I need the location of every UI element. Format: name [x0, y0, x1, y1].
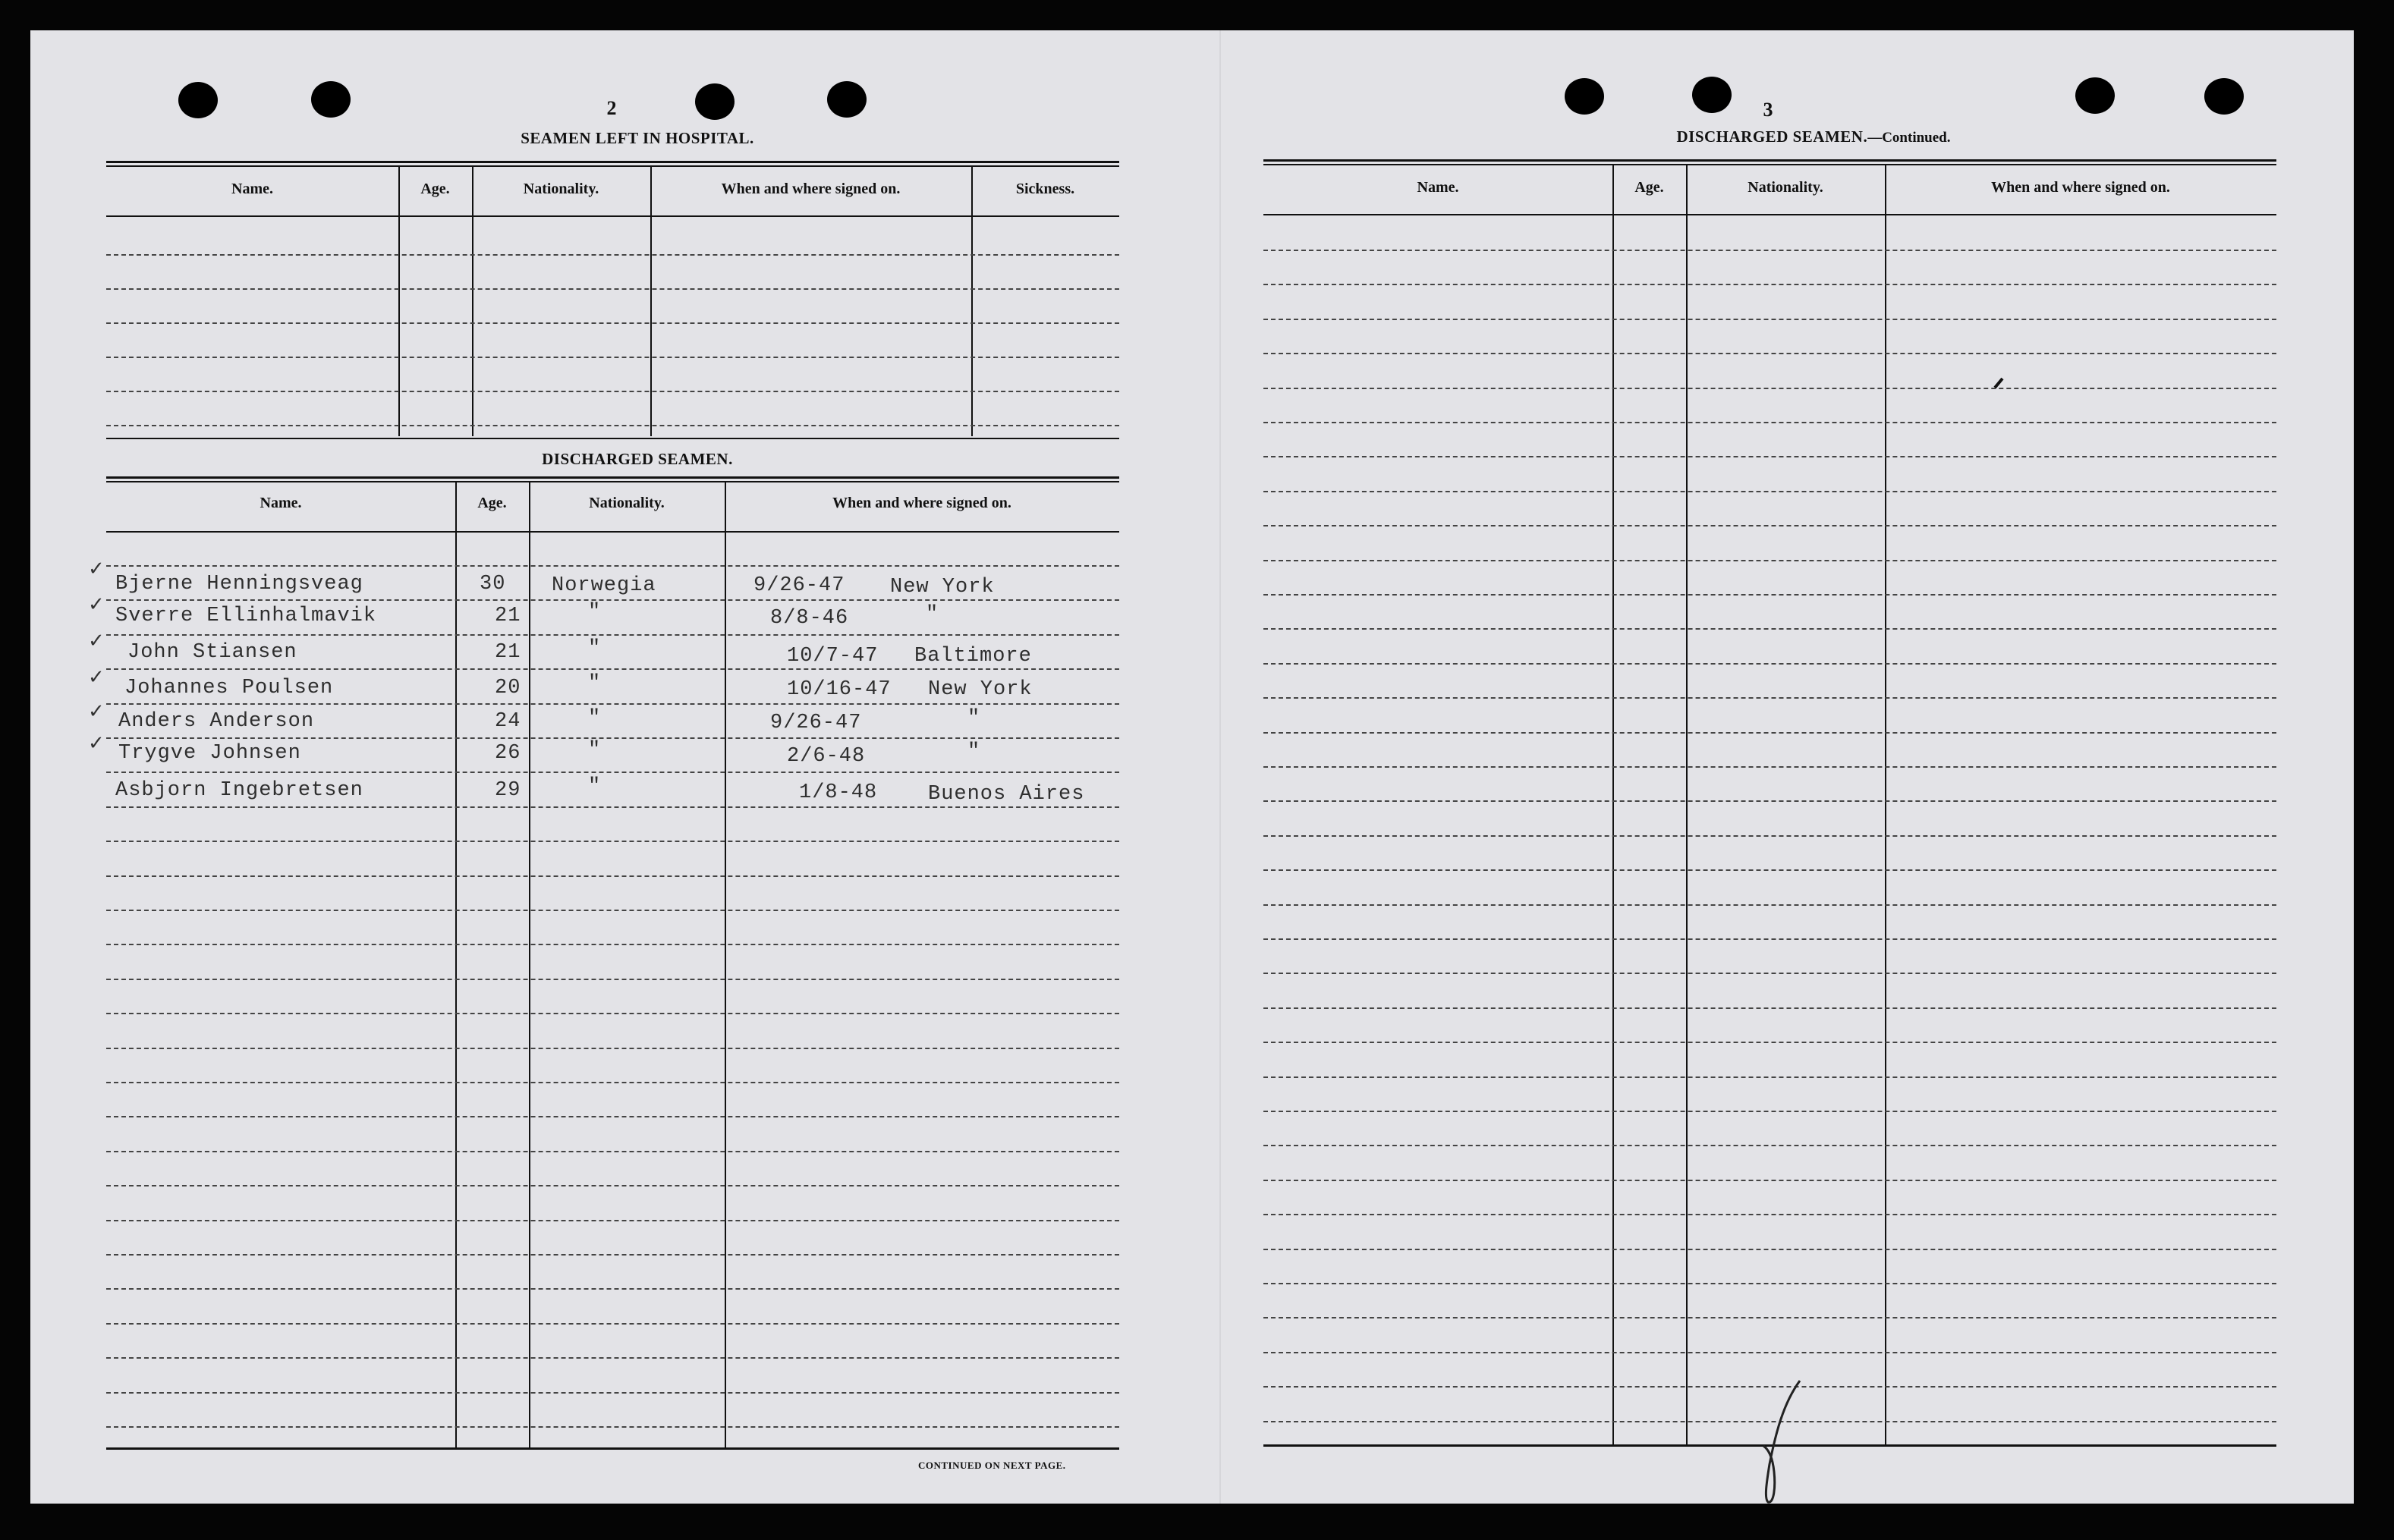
check-mark: ✓: [88, 630, 105, 652]
table-row: [106, 1185, 1119, 1186]
table-row: [106, 1254, 1119, 1256]
signed-on-place: ": [967, 740, 981, 763]
discharged-section-title: DISCHARGED SEAMEN.: [542, 450, 733, 468]
table-top-rule: [106, 481, 1119, 482]
signed-on-place: New York: [890, 576, 995, 599]
punch-hole: [311, 81, 351, 118]
table-row: [1263, 1042, 2276, 1043]
continued-suffix: —Continued.: [1867, 130, 1951, 146]
column-divider: [650, 167, 652, 436]
table-row: [106, 425, 1119, 426]
punch-hole: [2075, 77, 2115, 114]
check-mark: ✓: [88, 666, 105, 689]
page-number-right: 3: [1763, 99, 1773, 121]
seaman-nationality: ": [588, 672, 602, 695]
continued-footer: CONTINUED ON NEXT PAGE.: [918, 1460, 1066, 1471]
seaman-age: 24: [495, 710, 521, 733]
check-mark: ✓: [88, 558, 105, 580]
column-divider: [1885, 165, 1886, 1444]
table-row: [1263, 1214, 2276, 1215]
seaman-age: 21: [495, 641, 521, 664]
column-header-age: Age.: [477, 495, 507, 511]
signed-on-date: 2/6-48: [787, 745, 866, 768]
table-row: [1263, 1076, 2276, 1078]
seaman-age: 29: [495, 779, 521, 802]
column-header-name: Name.: [1417, 179, 1459, 196]
table-row: [106, 254, 1119, 256]
table-row: [1263, 284, 2276, 285]
signed-on-place: Baltimore: [914, 645, 1032, 668]
table-row: [106, 1426, 1119, 1428]
signed-on-place: Buenos Aires: [928, 783, 1085, 806]
table-row: [106, 772, 1119, 773]
seaman-nationality: ": [588, 637, 602, 660]
table-row: [1263, 1283, 2276, 1284]
seaman-name: Johannes Poulsen: [124, 677, 334, 699]
table-row: [1263, 800, 2276, 802]
seaman-nationality: ": [588, 601, 602, 624]
table-row: [106, 875, 1119, 877]
table-row: [1263, 732, 2276, 734]
table-row: [106, 634, 1119, 636]
table-row: [1263, 973, 2276, 974]
table-top-rule: [1263, 159, 2276, 162]
hospital-section-title: SEAMEN LEFT IN HOSPITAL.: [521, 129, 754, 147]
table-row: [1263, 835, 2276, 837]
column-divider: [472, 167, 473, 436]
table-row: [106, 565, 1119, 567]
signed-on-date: 10/16-47: [787, 678, 892, 701]
seaman-name: Bjerne Henningsveag: [115, 573, 363, 596]
table-row: [106, 322, 1119, 324]
table-row: [1263, 353, 2276, 354]
seaman-nationality: Norwegia: [552, 574, 656, 597]
discharged-title-text: DISCHARGED SEAMEN.: [1676, 127, 1868, 146]
table-row: [1263, 1317, 2276, 1318]
column-header-signed-on: When and where signed on.: [1991, 179, 2170, 196]
signed-on-date: 8/8-46: [770, 607, 849, 630]
table-row: [106, 944, 1119, 945]
table-row: [106, 668, 1119, 670]
column-header-nationality: Nationality.: [1748, 179, 1823, 196]
punch-hole: [1565, 78, 1604, 115]
table-bottom-rule: [106, 1447, 1119, 1450]
column-divider: [725, 482, 726, 1447]
table-row: [1263, 422, 2276, 423]
table-row: [1263, 663, 2276, 665]
column-header-name: Name.: [260, 495, 302, 511]
table-row: [1263, 594, 2276, 596]
page-fold: [1219, 30, 1221, 1504]
table-row: [106, 599, 1119, 601]
table-row: [106, 1151, 1119, 1152]
table-row: [106, 391, 1119, 392]
header-bottom-rule: [106, 215, 1119, 217]
table-row: [106, 910, 1119, 911]
table-bottom-rule: [106, 438, 1119, 439]
column-header-nationality: Nationality.: [523, 181, 599, 197]
column-header-signed-on: When and where signed on.: [832, 495, 1011, 511]
column-divider: [398, 167, 400, 436]
seaman-name: Sverre Ellinhalmavik: [115, 605, 377, 627]
table-row: [1263, 938, 2276, 940]
signed-on-date: 1/8-48: [799, 781, 878, 804]
table-row: [1263, 456, 2276, 457]
table-row: [106, 703, 1119, 705]
table-row: [106, 841, 1119, 842]
table-row: [1263, 1180, 2276, 1181]
discharged-continued-title: [1540, 127, 2087, 146]
column-divider: [971, 167, 973, 436]
table-row: [1263, 1249, 2276, 1250]
table-row: [1263, 250, 2276, 251]
ink-speck: [1992, 376, 2007, 391]
table-row: [1263, 766, 2276, 768]
table-row: [106, 1116, 1119, 1117]
column-divider: [1612, 165, 1614, 1444]
seaman-age: 20: [495, 677, 521, 699]
table-row: [1263, 491, 2276, 492]
punch-hole: [827, 81, 867, 118]
table-row: [1263, 1145, 2276, 1146]
table-row: [106, 1048, 1119, 1049]
table-row: [1263, 560, 2276, 561]
table-top-rule: [106, 165, 1119, 167]
table-row: [1263, 697, 2276, 699]
table-row: [106, 357, 1119, 358]
seaman-name: Asbjorn Ingebretsen: [115, 779, 363, 802]
column-header-age: Age.: [420, 181, 450, 197]
seaman-name: John Stiansen: [127, 641, 297, 664]
signed-on-place: New York: [928, 678, 1033, 701]
table-row: [106, 288, 1119, 290]
table-row: [1263, 904, 2276, 906]
signed-on-date: 9/26-47: [770, 712, 862, 734]
table-row: [1263, 1007, 2276, 1009]
seaman-nationality: ": [588, 739, 602, 762]
table-row: [1263, 525, 2276, 526]
check-mark: ✓: [88, 732, 105, 755]
seaman-name: Anders Anderson: [118, 710, 315, 733]
seaman-age: 26: [495, 742, 521, 765]
table-row: [1263, 1352, 2276, 1353]
table-row: [106, 806, 1119, 808]
column-divider: [455, 482, 457, 1447]
header-bottom-rule: [1263, 214, 2276, 215]
table-row: [1263, 388, 2276, 389]
table-row: [106, 1288, 1119, 1290]
table-row: [106, 737, 1119, 739]
column-header-nationality: Nationality.: [589, 495, 665, 511]
header-bottom-rule: [106, 531, 1119, 533]
check-mark: ✓: [88, 593, 105, 616]
table-top-rule: [106, 161, 1119, 163]
table-row: [106, 1392, 1119, 1394]
seaman-nationality: ": [588, 775, 602, 798]
signed-on-date: 9/26-47: [753, 574, 845, 597]
column-header-age: Age.: [1634, 179, 1664, 196]
signed-on-date: 10/7-47: [787, 645, 879, 668]
handwritten-mark: [1753, 1373, 1814, 1510]
table-row: [106, 1220, 1119, 1221]
seaman-age: 30: [480, 573, 506, 596]
document-sheet: [30, 30, 2354, 1504]
column-header-name: Name.: [231, 181, 273, 197]
punch-hole: [178, 82, 218, 118]
seaman-age: 21: [495, 605, 521, 627]
table-row: [106, 1357, 1119, 1359]
seaman-nationality: ": [588, 707, 602, 730]
table-row: [106, 979, 1119, 980]
punch-hole: [2204, 78, 2244, 115]
table-top-rule: [106, 476, 1119, 479]
seaman-name: Trygve Johnsen: [118, 742, 301, 765]
punch-hole: [695, 83, 735, 120]
page-number-left: 2: [606, 97, 617, 119]
table-top-rule: [1263, 164, 2276, 165]
check-mark: ✓: [88, 700, 105, 723]
table-row: [1263, 1111, 2276, 1112]
table-row: [106, 1082, 1119, 1083]
table-row: [1263, 319, 2276, 320]
signed-on-place: ": [926, 603, 939, 626]
punch-hole: [1692, 77, 1732, 113]
table-row: [106, 1323, 1119, 1325]
table-row: [1263, 869, 2276, 871]
signed-on-place: ": [967, 707, 981, 730]
table-row: [1263, 628, 2276, 630]
column-header-signed-on: When and where signed on.: [721, 181, 901, 197]
column-header-sickness: Sickness.: [1015, 181, 1075, 197]
column-divider: [529, 482, 530, 1447]
column-divider: [1686, 165, 1688, 1444]
table-row: [106, 1013, 1119, 1014]
